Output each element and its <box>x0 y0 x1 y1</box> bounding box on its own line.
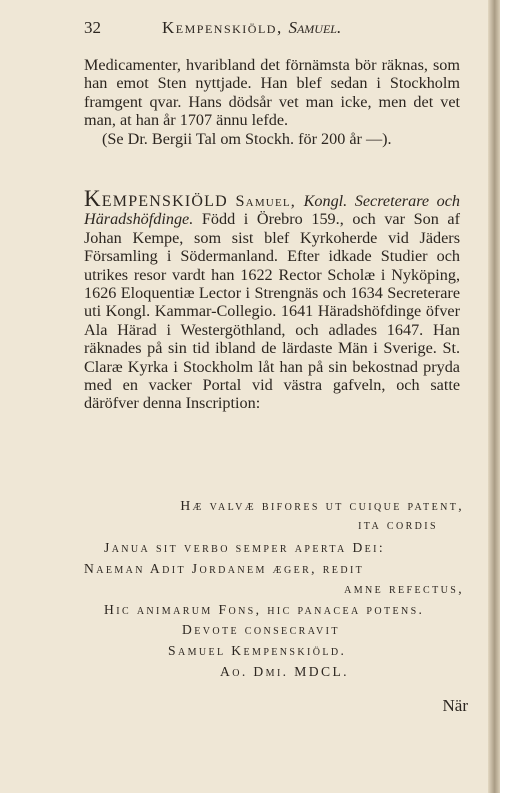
inscription-line-3: Janua sit verbo semper aperta Dei: <box>104 540 386 555</box>
running-head <box>162 18 341 38</box>
running-head-given-name: Samuel. <box>288 18 342 37</box>
inscription-line-9: Ao. Dmi. MDCL. <box>220 664 349 679</box>
entry-headword: Kempenskiöld <box>84 186 228 211</box>
inscription-line-8: Samuel Kempenskiöld. <box>168 643 347 658</box>
inscription-line-1: Hæ valvæ bifores ut cuique patent, <box>180 498 464 513</box>
entry-continuation <box>84 56 460 148</box>
inscription-line-2: ita cordis <box>358 517 438 532</box>
entry-title: Kongl. Secreterare och Häradshöfdinge. <box>84 192 461 229</box>
inscription-line-4: Naeman Adit Jordanem æger, redit <box>84 561 365 576</box>
entry-kempenskiold <box>84 186 461 413</box>
entry-given-name: Samuel, <box>235 192 297 210</box>
running-head-surname: Kempenskiöld, <box>162 18 283 37</box>
page-number: 32 <box>84 18 101 37</box>
inscription-line-5: amne refectus, <box>344 581 464 596</box>
entry-biography: Född i Örebro 159., och var Son af Johan Kempe, som sist blef Kyrkoherde vid Jäders Församling i Södermanland. Efter idkade Studier och utrikes resor vardt han 1622 Rector Scholæ i Nyköping, 1626 Eloquentiæ Lector i Strengnäs och 1634 Secreterare uti Kongl. Kammar-Collegio. 1641 Häradshöfdinge öfver Ala Härad i Westergöthland, och adlades 1647. Han räknades på sin tid ibland de lärdaste Män i Sverige. St. Claræ Kyrka i Stockholm låt han på sin bekostnad pryda med en vacker Portal vid västra gafveln, och satte däröfver denna Inscription: <box>84 210 461 413</box>
inscription-line-7: Devote consecravit <box>182 622 340 637</box>
inscription-line-6: Hic animarum Fons, hic panacea potens. <box>104 602 425 617</box>
page-gutter-shadow <box>488 0 500 793</box>
entry-continuation-text: Medicamenter, hvaribland det förnämsta bör räknas, som han emot Sten nyttjade. Han blef sedan i Stockholm framgent qvar. Hans dödsår vet man icke, men det vet man, at han år 1707 ännu lefde. <box>84 56 460 130</box>
page-margin <box>500 0 510 793</box>
citation: (Se Dr. Bergii Tal om Stockh. för 200 år —). <box>102 129 392 148</box>
catchword: När <box>442 696 468 715</box>
running-header <box>84 16 464 40</box>
